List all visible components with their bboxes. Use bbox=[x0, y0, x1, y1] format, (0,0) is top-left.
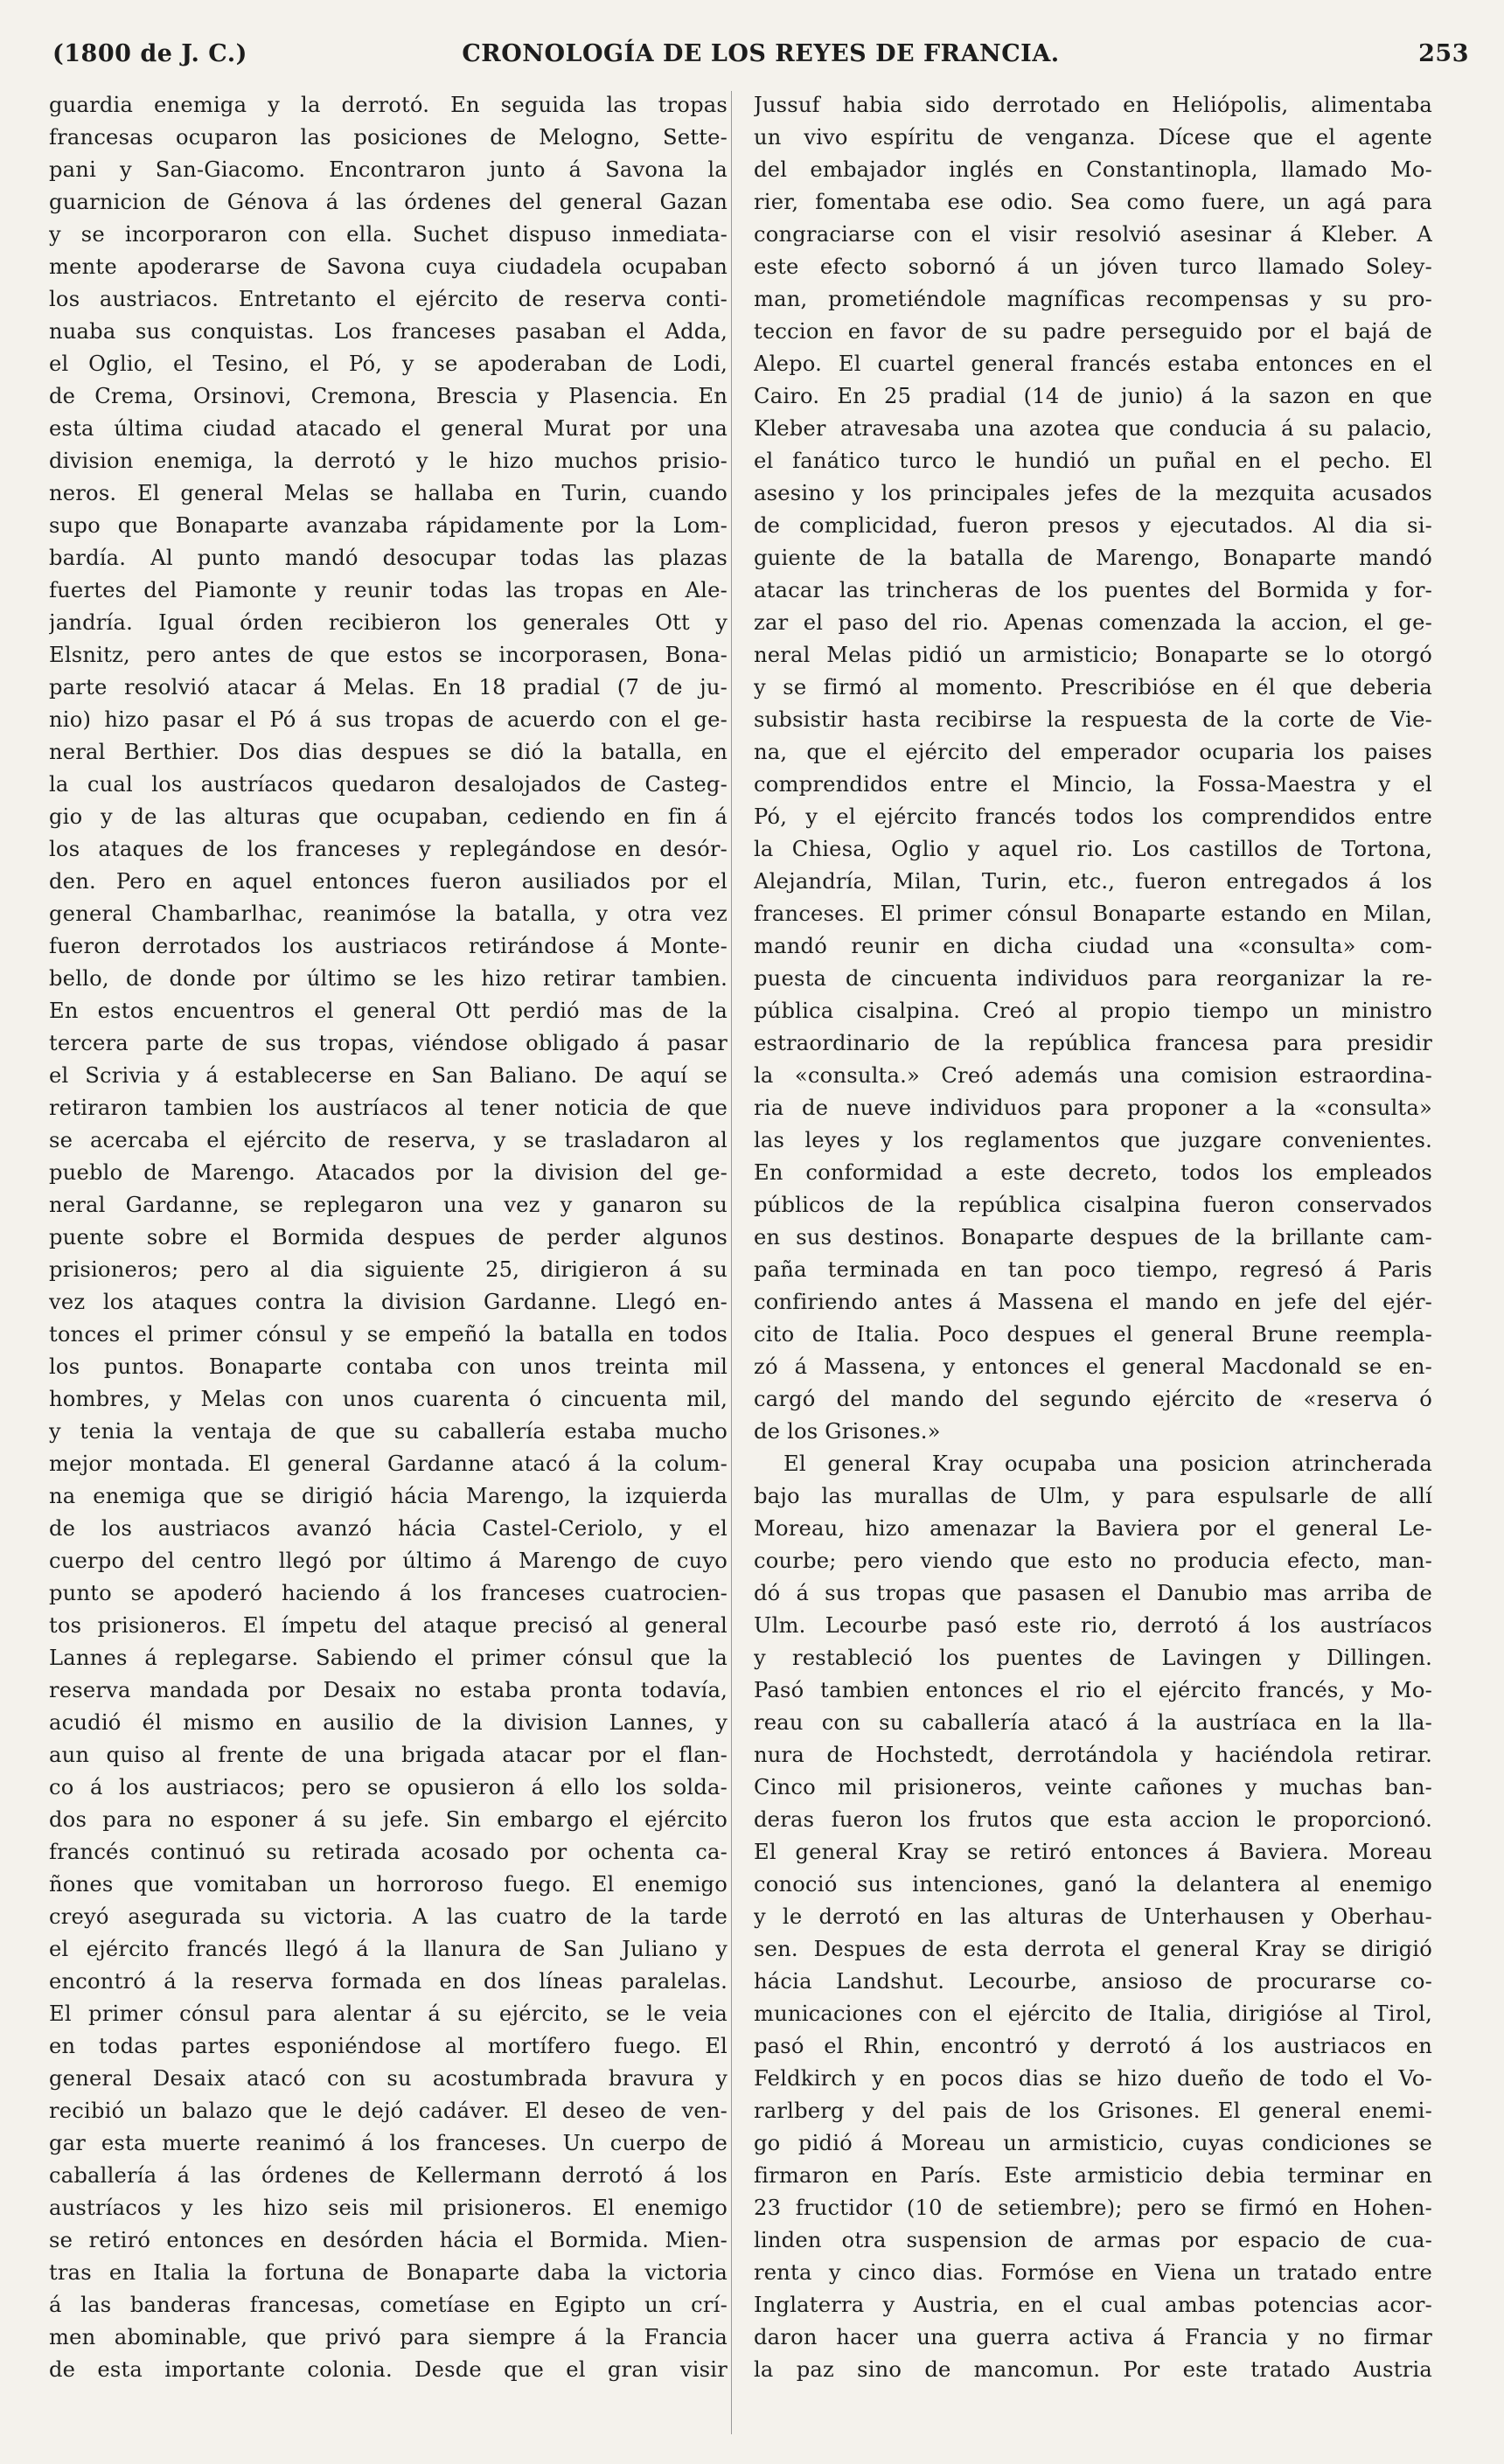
text-line: rarlberg y del pais de los Grisones. El general enemi- bbox=[754, 2099, 1432, 2123]
text-line: Moreau, hizo amenazar la Baviera por el general Le- bbox=[754, 1516, 1432, 1541]
text-line: de los austriacos avanzó hácia Castel-Ceriolo, y el bbox=[49, 1516, 728, 1541]
text-line: division enemiga, la derrotó y le hizo muchos prisio- bbox=[49, 449, 728, 473]
text-line: Lannes á replegarse. Sabiendo el primer cónsul que la bbox=[49, 1646, 728, 1670]
text-line: Pó, y el ejército francés todos los comprendidos entre bbox=[754, 804, 1432, 829]
text-line: general Chambarlhac, reanimóse la batalla, y otra vez bbox=[49, 901, 728, 926]
text-line: la cual los austríacos quedaron desalojados de Casteg- bbox=[49, 772, 728, 797]
text-line: tonces el primer cónsul y se empeñó la batalla en todos bbox=[49, 1322, 728, 1347]
text-line: mente apoderarse de Savona cuya ciudadela ocupaban bbox=[49, 254, 728, 279]
text-line: de los Grisones.» bbox=[754, 1419, 941, 1444]
text-line: gar esta muerte reanimó á los franceses. Un cuerpo de bbox=[49, 2131, 728, 2155]
text-line: estraordinario de la república francesa para presidir bbox=[754, 1031, 1432, 1055]
text-line: este efecto sobornó á un jóven turco llamado Soley- bbox=[754, 254, 1432, 279]
text-line: comprendidos entre el Mincio, la Fossa-Maestra y el bbox=[754, 772, 1432, 797]
page-header bbox=[52, 40, 1469, 79]
text-line: la Chiesa, Oglio y aquel rio. Los castillos de Tortona, bbox=[754, 837, 1432, 861]
text-line: tercera parte de sus tropas, viéndose obligado á pasar bbox=[49, 1031, 728, 1055]
text-line: congraciarse con el visir resolvió asesinar á Kleber. A bbox=[754, 222, 1432, 247]
text-line: Kleber atravesaba una azotea que conducia á su palacio, bbox=[754, 416, 1432, 441]
text-line: na enemiga que se dirigió hácia Marengo, la izquierda bbox=[49, 1484, 728, 1508]
text-line: tos prisioneros. El ímpetu del ataque precisó al general bbox=[49, 1613, 728, 1638]
text-line: guardia enemiga y la derrotó. En seguida las tropas bbox=[49, 93, 728, 117]
text-line: puente sobre el Bormida despues de perder algunos bbox=[49, 1225, 728, 1249]
text-line: encontró á la reserva formada en dos líneas paralelas. bbox=[49, 1969, 728, 1994]
left-column bbox=[49, 89, 728, 2441]
text-line: y se incorporaron con ella. Suchet dispuso inmediata- bbox=[49, 222, 728, 247]
text-line: pública cisalpina. Creó al propio tiempo un ministro bbox=[754, 999, 1432, 1023]
text-line: cuerpo del centro llegó por último á Marengo de cuyo bbox=[49, 1549, 728, 1573]
text-line: daron hacer una guerra activa á Francia y no firmar bbox=[754, 2325, 1432, 2349]
text-line: subsistir hasta recibirse la respuesta de la corte de Vie- bbox=[754, 707, 1432, 732]
text-line: creyó asegurada su victoria. A las cuatro de la tarde bbox=[49, 1904, 728, 1929]
text-line: caballería á las órdenes de Kellermann derrotó á los bbox=[49, 2163, 728, 2188]
header-title: CRONOLOGÍA DE LOS REYES DE FRANCIA. bbox=[462, 40, 1060, 67]
text-line: ria de nueve individuos para proponer a la «consulta» bbox=[754, 1096, 1432, 1120]
text-line: Inglaterra y Austria, en el cual ambas potencias acor- bbox=[754, 2293, 1432, 2317]
text-line: parte resolvió atacar á Melas. En 18 pradial (7 de ju- bbox=[49, 675, 728, 700]
text-line: los austriacos. Entretanto el ejército de reserva conti- bbox=[49, 287, 728, 311]
text-line: y le derrotó en las alturas de Unterhausen y Oberhau- bbox=[754, 1904, 1432, 1929]
text-line: el Scrivia y á establecerse en San Baliano. De aquí se bbox=[49, 1063, 728, 1088]
text-line: El general Kray se retiró entonces á Baviera. Moreau bbox=[754, 1840, 1432, 1864]
text-line: fueron derrotados los austriacos retirándose á Monte- bbox=[49, 934, 728, 958]
text-line: neral Melas pidió un armisticio; Bonaparte se lo otorgó bbox=[754, 643, 1432, 667]
text-line: renta y cinco dias. Formóse en Viena un tratado entre bbox=[754, 2260, 1432, 2285]
text-line: neros. El general Melas se hallaba en Turin, cuando bbox=[49, 481, 728, 505]
text-line: hombres, y Melas con unos cuarenta ó cincuenta mil, bbox=[49, 1387, 728, 1411]
text-line: Jussuf habia sido derrotado en Heliópolis, alimentaba bbox=[754, 93, 1432, 117]
text-line: el ejército francés llegó á la llanura de San Juliano y bbox=[49, 1937, 728, 1961]
text-line: reserva mandada por Desaix no estaba pronta todavía, bbox=[49, 1678, 728, 1702]
text-line: los ataques de los franceses y replegándose en desór- bbox=[49, 837, 728, 861]
text-line: dó á sus tropas que pasasen el Danubio mas arriba de bbox=[754, 1581, 1432, 1605]
text-line: Feldkirch y en pocos dias se hizo dueño de todo el Vo- bbox=[754, 2066, 1432, 2091]
text-line: el Oglio, el Tesino, el Pó, y se apoderaban de Lodi, bbox=[49, 352, 728, 376]
text-line: bajo las murallas de Ulm, y para espulsarle de allí bbox=[754, 1484, 1432, 1508]
text-line: Ulm. Lecourbe pasó este rio, derrotó á los austríacos bbox=[754, 1613, 1432, 1638]
text-line: mejor montada. El general Gardanne atacó á la colum- bbox=[49, 1451, 728, 1476]
right-column bbox=[754, 89, 1432, 2441]
text-line: recibió un balazo que le dejó cadáver. El deseo de ven- bbox=[49, 2099, 728, 2123]
text-line: nuaba sus conquistas. Los franceses pasaban el Adda, bbox=[49, 319, 728, 344]
text-line: el fanático turco le hundió un puñal en el pecho. El bbox=[754, 449, 1432, 473]
text-line: á las banderas francesas, cometíase en Egipto un crí- bbox=[49, 2293, 728, 2317]
text-line: firmaron en París. Este armisticio debia terminar en bbox=[754, 2163, 1432, 2188]
text-line: austríacos y les hizo seis mil prisioneros. El enemigo bbox=[49, 2196, 728, 2220]
text-line: puesta de cincuenta individuos para reorganizar la re- bbox=[754, 966, 1432, 991]
text-line: cargó del mando del segundo ejército de «reserva ó bbox=[754, 1387, 1432, 1411]
text-line: co á los austriacos; pero se opusieron á ello los solda- bbox=[49, 1775, 728, 1799]
text-line: Pasó tambien entonces el rio el ejército francés, y Mo- bbox=[754, 1678, 1432, 1702]
text-line: Cinco mil prisioneros, veinte cañones y muchas ban- bbox=[754, 1775, 1432, 1799]
text-line: de Crema, Orsinovi, Cremona, Brescia y Plasencia. En bbox=[49, 384, 728, 408]
text-line: prisioneros; pero al dia siguiente 25, dirigieron á su bbox=[49, 1257, 728, 1282]
text-line: pani y San-Giacomo. Encontraron junto á Savona la bbox=[49, 157, 728, 182]
text-line: reau con su caballería atacó á la austríaca en la lla- bbox=[754, 1710, 1432, 1735]
text-line: hácia Landshut. Lecourbe, ansioso de procurarse co- bbox=[754, 1969, 1432, 1994]
text-line: los puntos. Bonaparte contaba con unos treinta mil bbox=[49, 1354, 728, 1379]
text-line: linden otra suspension de armas por espacio de cua- bbox=[754, 2228, 1432, 2252]
header-date: (1800 de J. C.) bbox=[52, 40, 247, 67]
column-divider bbox=[731, 91, 732, 2434]
text-line: asesino y los principales jefes de la mezquita acusados bbox=[754, 481, 1432, 505]
text-line: go pidió á Moreau un armisticio, cuyas condiciones se bbox=[754, 2131, 1432, 2155]
text-line: man, prometiéndole magníficas recompensas y su pro- bbox=[754, 287, 1432, 311]
text-line: rier, fomentaba ese odio. Sea como fuere, un agá para bbox=[754, 190, 1432, 214]
text-line: y se firmó al momento. Prescribióse en él que deberia bbox=[754, 675, 1432, 700]
text-line: sen. Despues de esta derrota el general Kray se dirigió bbox=[754, 1937, 1432, 1961]
text-line: general Desaix atacó con su acostumbrada bravura y bbox=[49, 2066, 728, 2091]
text-line: dos para no esponer á su jefe. Sin embargo el ejército bbox=[49, 1807, 728, 1832]
text-line: neral Berthier. Dos dias despues se dió la batalla, en bbox=[49, 740, 728, 764]
text-line: 23 fructidor (10 de setiembre); pero se firmó en Hohen- bbox=[754, 2196, 1432, 2220]
text-line: se acercaba el ejército de reserva, y se trasladaron al bbox=[49, 1128, 728, 1152]
text-line: municaciones con el ejército de Italia, dirigióse al Tirol, bbox=[754, 2001, 1432, 2026]
text-line: El general Kray ocupaba una posicion atrincherada bbox=[783, 1451, 1432, 1476]
text-line: den. Pero en aquel entonces fueron ausiliados por el bbox=[49, 869, 728, 894]
text-line: franceses. El primer cónsul Bonaparte estando en Milan, bbox=[754, 901, 1432, 926]
text-line: teccion en favor de su padre perseguido por el bajá de bbox=[754, 319, 1432, 344]
text-line: nura de Hochstedt, derrotándola y haciéndola retirar. bbox=[754, 1743, 1432, 1767]
text-line: un vivo espíritu de venganza. Dícese que el agente bbox=[754, 125, 1432, 150]
text-line: en todas partes esponiéndose al mortífero fuego. El bbox=[49, 2034, 728, 2058]
text-line: Elsnitz, pero antes de que estos se incorporasen, Bona- bbox=[49, 643, 728, 667]
text-line: la «consulta.» Creó además una comision estraordina- bbox=[754, 1063, 1432, 1088]
text-line: punto se apoderó haciendo á los franceses cuatrocien- bbox=[49, 1581, 728, 1605]
text-line: se retiró entonces en desórden hácia el Bormida. Mien- bbox=[49, 2228, 728, 2252]
text-line: las leyes y los reglamentos que juzgare convenientes. bbox=[754, 1128, 1432, 1152]
text-line: de complicidad, fueron presos y ejecutados. Al dia si- bbox=[754, 513, 1432, 538]
page-number: 253 bbox=[1418, 40, 1469, 67]
text-line: acudió él mismo en ausilio de la division Lannes, y bbox=[49, 1710, 728, 1735]
text-line: zar el paso del rio. Apenas comenzada la accion, el ge- bbox=[754, 610, 1432, 635]
text-line: men abominable, que privó para siempre á la Francia bbox=[49, 2325, 728, 2349]
text-line: zó á Massena, y entonces el general Macdonald se en- bbox=[754, 1354, 1432, 1379]
text-line: En conformidad a este decreto, todos los empleados bbox=[754, 1160, 1432, 1185]
text-line: francesas ocuparon las posiciones de Melogno, Sette- bbox=[49, 125, 728, 150]
text-line: en sus destinos. Bonaparte despues de la brillante cam- bbox=[754, 1225, 1432, 1249]
text-line: Cairo. En 25 pradial (14 de junio) á la sazon en que bbox=[754, 384, 1432, 408]
text-line: gio y de las alturas que ocupaban, cediendo en fin á bbox=[49, 804, 728, 829]
text-line: vez los ataques contra la division Gardanne. Llegó en- bbox=[49, 1290, 728, 1314]
text-line: confiriendo antes á Massena el mando en jefe del ejér- bbox=[754, 1290, 1432, 1314]
text-line: del embajador inglés en Constantinopla, llamado Mo- bbox=[754, 157, 1432, 182]
text-line: guiente de la batalla de Marengo, Bonaparte mandó bbox=[754, 546, 1432, 570]
text-line: aun quiso al frente de una brigada atacar por el flan- bbox=[49, 1743, 728, 1767]
text-line: cito de Italia. Poco despues el general Brune reempla- bbox=[754, 1322, 1432, 1347]
text-line: guarnicion de Génova á las órdenes del general Gazan bbox=[49, 190, 728, 214]
text-line: públicos de la república cisalpina fueron conservados bbox=[754, 1193, 1432, 1217]
text-line: paña terminada en tan poco tiempo, regresó á Paris bbox=[754, 1257, 1432, 1282]
text-line: retiraron tambien los austríacos al tener noticia de que bbox=[49, 1096, 728, 1120]
text-line: bello, de donde por último se les hizo retirar tambien. bbox=[49, 966, 728, 991]
text-line: francés continuó su retirada acosado por ochenta ca- bbox=[49, 1840, 728, 1864]
text-line: Alepo. El cuartel general francés estaba entonces en el bbox=[754, 352, 1432, 376]
text-line: courbe; pero viendo que esto no producia efecto, man- bbox=[754, 1549, 1432, 1573]
text-line: Alejandría, Milan, Turin, etc., fueron entregados á los bbox=[754, 869, 1432, 894]
text-line: pasó el Rhin, encontró y derrotó á los austriacos en bbox=[754, 2034, 1432, 2058]
text-line: fuertes del Piamonte y reunir todas las tropas en Ale- bbox=[49, 578, 728, 602]
text-line: En estos encuentros el general Ott perdió mas de la bbox=[49, 999, 728, 1023]
text-line: tras en Italia la fortuna de Bonaparte daba la victoria bbox=[49, 2260, 728, 2285]
text-line: ñones que vomitaban un horroroso fuego. El enemigo bbox=[49, 1872, 728, 1897]
text-line: bardía. Al punto mandó desocupar todas las plazas bbox=[49, 546, 728, 570]
text-line: deras fueron los frutos que esta accion le proporcionó. bbox=[754, 1807, 1432, 1832]
text-line: la paz sino de mancomun. Por este tratado Austria bbox=[754, 2357, 1432, 2382]
text-line: y restableció los puentes de Lavingen y Dillingen. bbox=[754, 1646, 1432, 1670]
text-line: nio) hizo pasar el Pó á sus tropas de acuerdo con el ge- bbox=[49, 707, 728, 732]
text-line: supo que Bonaparte avanzaba rápidamente por la Lom- bbox=[49, 513, 728, 538]
text-line: El primer cónsul para alentar á su ejército, se le veia bbox=[49, 2001, 728, 2026]
text-line: y tenia la ventaja de que su caballería estaba mucho bbox=[49, 1419, 728, 1444]
text-line: esta última ciudad atacado el general Murat por una bbox=[49, 416, 728, 441]
text-line: na, que el ejército del emperador ocuparia los paises bbox=[754, 740, 1432, 764]
text-line: de esta importante colonia. Desde que el gran visir bbox=[49, 2357, 728, 2382]
text-line: jandría. Igual órden recibieron los generales Ott y bbox=[49, 610, 728, 635]
text-line: conoció sus intenciones, ganó la delantera al enemigo bbox=[754, 1872, 1432, 1897]
text-line: pueblo de Marengo. Atacados por la division del ge- bbox=[49, 1160, 728, 1185]
text-line: mandó reunir en dicha ciudad una «consulta» com- bbox=[754, 934, 1432, 958]
text-line: atacar las trincheras de los puentes del Bormida y for- bbox=[754, 578, 1432, 602]
text-line: neral Gardanne, se replegaron una vez y ganaron su bbox=[49, 1193, 728, 1217]
